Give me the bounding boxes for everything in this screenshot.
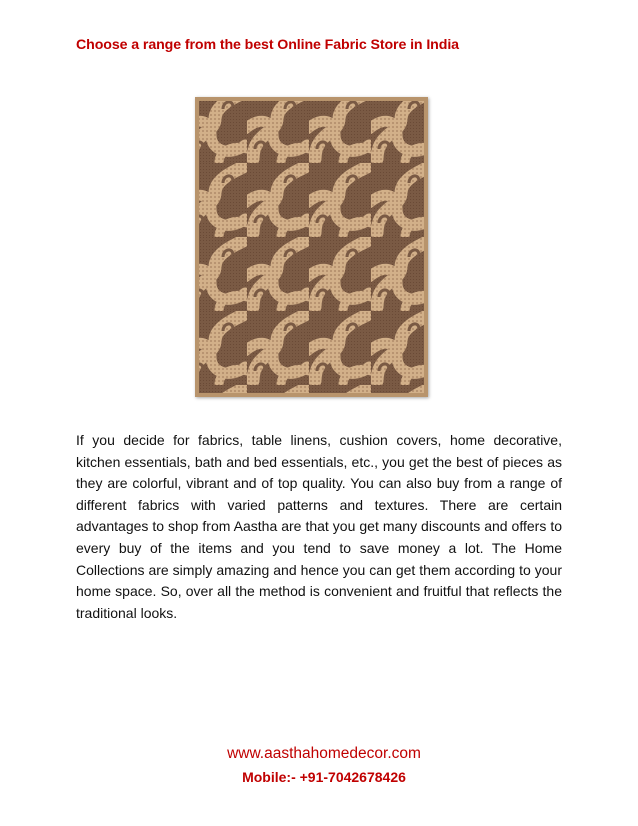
mobile-number: Mobile:- +91-7042678426 [242,769,406,785]
body-paragraph: If you decide for fabrics, table linens, cushion covers, home decorative, kitchen essentials, bath and bed essentials, etc., you get the best of pieces as they are colorful, vibrant and of top quality. You can also buy from a range of different fabrics with varied patterns and textures. There are certain advantages to shop from Aastha are that you get many discounts and offers to every buy of the items and you tend to save money a lot. The Home Collections are simply amazing and hence you can get them according to your home space. So, over all the method is convenient and fruitful that reflects the traditional looks. [76,432,562,621]
fabric-sample-icon [195,97,428,397]
page-heading: Choose a range from the best Online Fabric Store in India [76,37,459,53]
fabric-sample-image [195,97,428,397]
website-link[interactable]: www.aasthahomedecor.com [227,745,421,762]
